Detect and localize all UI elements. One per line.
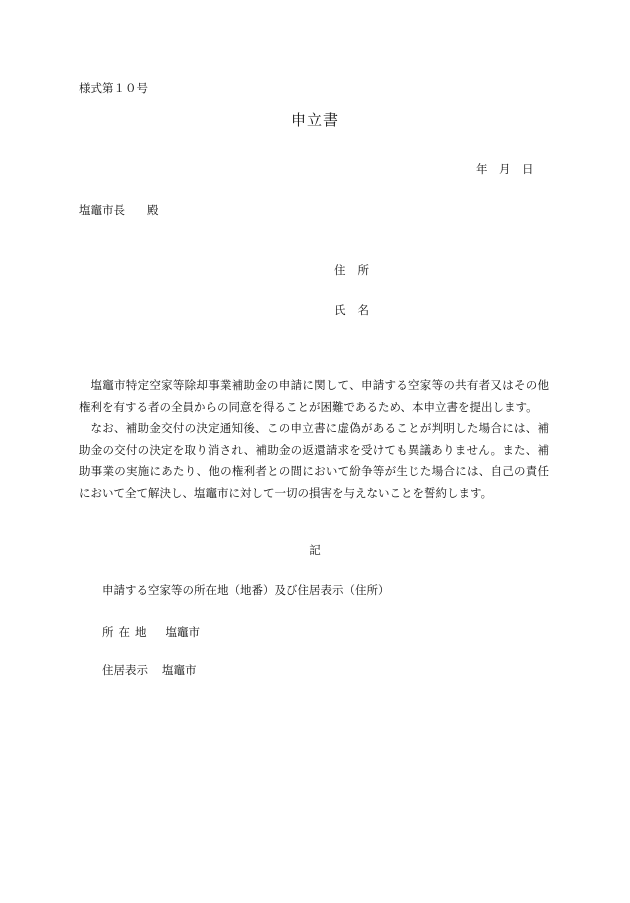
residence-value: 塩竈市 (162, 663, 197, 677)
date-line: 年 月 日 (476, 162, 534, 176)
property-location-heading: 申請する空家等の所在地（地番）及び住居表示（住所） (102, 583, 390, 597)
statement-paragraph-1: 塩竈市特定空家等除却事業補助金の申請に関して、申請する空家等の共有者又はその他権利を有する者の全員からの同意を得ることが困難であるため、本申立書を提出します。 (79, 378, 549, 414)
location-label: 所在地 (102, 625, 152, 639)
form-number: 様式第１０号 (79, 81, 148, 95)
ki-heading: 記 (309, 543, 321, 557)
addressee-honorific: 殿 (147, 203, 159, 217)
location-value: 塩竈市 (165, 625, 200, 639)
applicant-address-label: 住所 (334, 263, 381, 277)
residence-row (102, 662, 197, 678)
addressee-name: 塩竈市長 (79, 203, 125, 217)
applicant-name-label: 氏名 (334, 303, 381, 317)
statement-paragraph-2: なお、補助金交付の決定通知後、この申立書に虚偽があることが判明した場合には、補助金の交付の決定を取り消され、補助金の返還請求を受けても異議ありません。また、補助事業の実施にあたり、他の権利者との間において紛争等が生じた場合には、自己の責任において全て解決し、塩竈市に対して一切の損害を与えないことを誓約します。 (79, 421, 549, 500)
location-row (102, 624, 200, 640)
addressee (79, 202, 159, 218)
statement-body (79, 375, 549, 504)
document-title: 申立書 (290, 111, 339, 129)
residence-label: 住居表示 (102, 663, 148, 677)
